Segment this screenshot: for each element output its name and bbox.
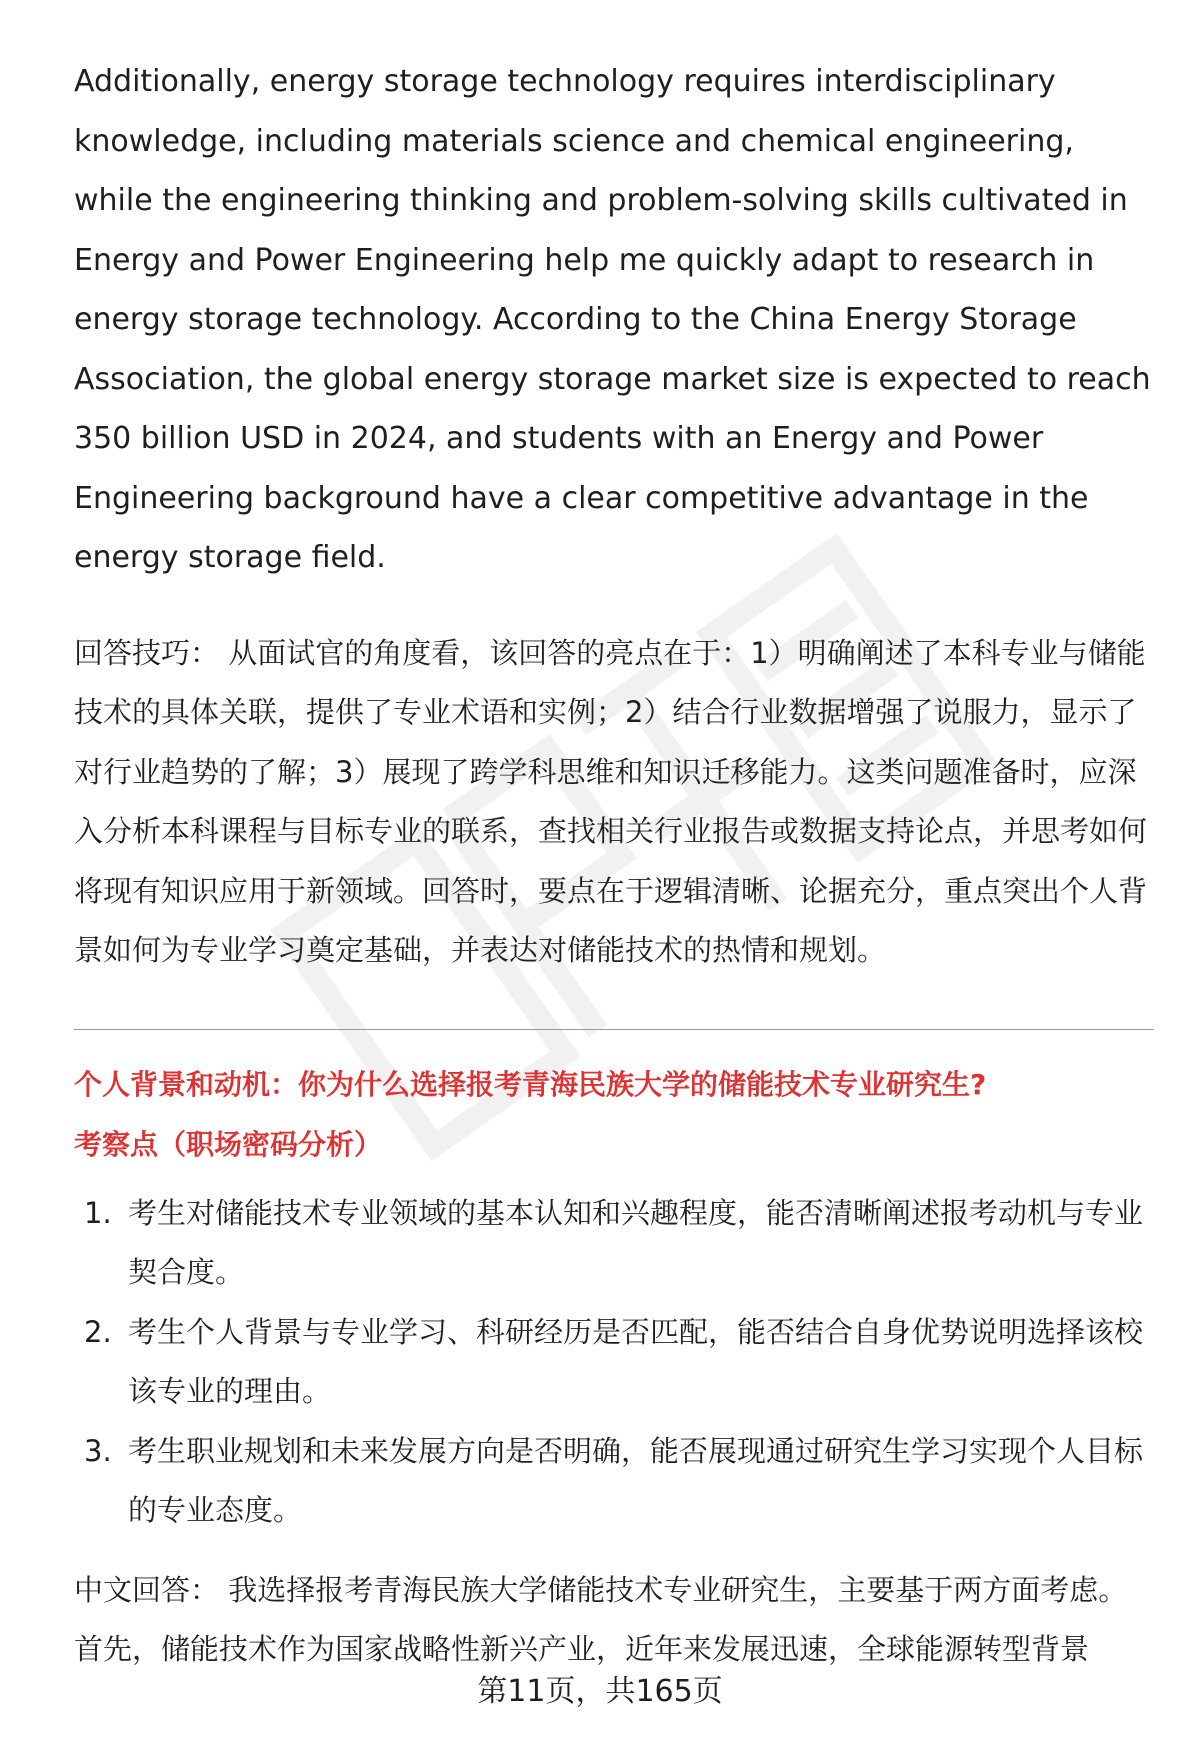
section-divider (74, 1029, 1154, 1030)
question-subtitle: 考察点（职场密码分析） (74, 1127, 383, 1161)
list-item (74, 1184, 1154, 1303)
answer-text: 我选择报考青海民族大学储能技术专业研究生，主要基于两方面考虑。首先，储能技术作为国家战略性新兴产业，近年来发展迅速，全球能源转型背景 (74, 1572, 1128, 1666)
list-item-text: 考生职业规划和未来发展方向是否明确，能否展现通过研究生学习实现个人目标的专业态度。 (128, 1433, 1144, 1527)
list-item-number: 3. (84, 1433, 112, 1468)
tips-label: 回答技巧： (74, 635, 220, 670)
answer-label: 中文回答： (74, 1572, 220, 1607)
list-item-number: 2. (84, 1314, 112, 1349)
page-footer: 第11页，共165页 (477, 1674, 723, 1709)
page-content (74, 52, 1154, 1680)
list-item-text: 考生个人背景与专业学习、科研经历是否匹配，能否结合自身优势说明选择该校该专业的理由。 (128, 1314, 1144, 1408)
list-item (74, 1303, 1154, 1422)
list-item (74, 1422, 1154, 1541)
chinese-answer-paragraph (74, 1561, 1154, 1680)
tips-text: 从面试官的角度看，该回答的亮点在于：1）明确阐述了本科专业与储能技术的具体关联，提供了专业术语和实例；2）结合行业数据增强了说服力，显示了对行业趋势的了解；3）展现了跨学科思维和知识迁移能力。这类问题准备时，应深入分析本科课程与目标专业的联系，查找相关行业报告或数据支持论点，并思考如何将现有知识应用于新领域。回答时，要点在于逻辑清晰、论据充分，重点突出个人背景如何为专业学习奠定基础，并表达对储能技术的热情和规划。 (74, 635, 1148, 967)
question-title: 个人背景和动机：你为什么选择报考青海民族大学的储能技术专业研究生? (74, 1067, 987, 1101)
english-paragraph: Additionally, energy storage technology requires interdisciplinary knowledge, including materials science and chemical engineering, while the engineering thinking and problem-solving skills cultivated in Energy and Power Engineering help me quickly adapt to research in energy storage technology. According to the China Energy Storage Association, the global energy storage market size is expected to reach 350 billion USD in 2024, and students with an Energy and Power Engineering background have a clear competitive advantage in the energy storage field. (74, 64, 1151, 575)
list-item-number: 1. (84, 1195, 112, 1230)
assessment-points-list (74, 1184, 1154, 1541)
answer-tips-paragraph (74, 624, 1154, 981)
list-item-text: 考生对储能技术专业领域的基本认知和兴趣程度，能否清晰阐述报考动机与专业契合度。 (128, 1195, 1144, 1289)
